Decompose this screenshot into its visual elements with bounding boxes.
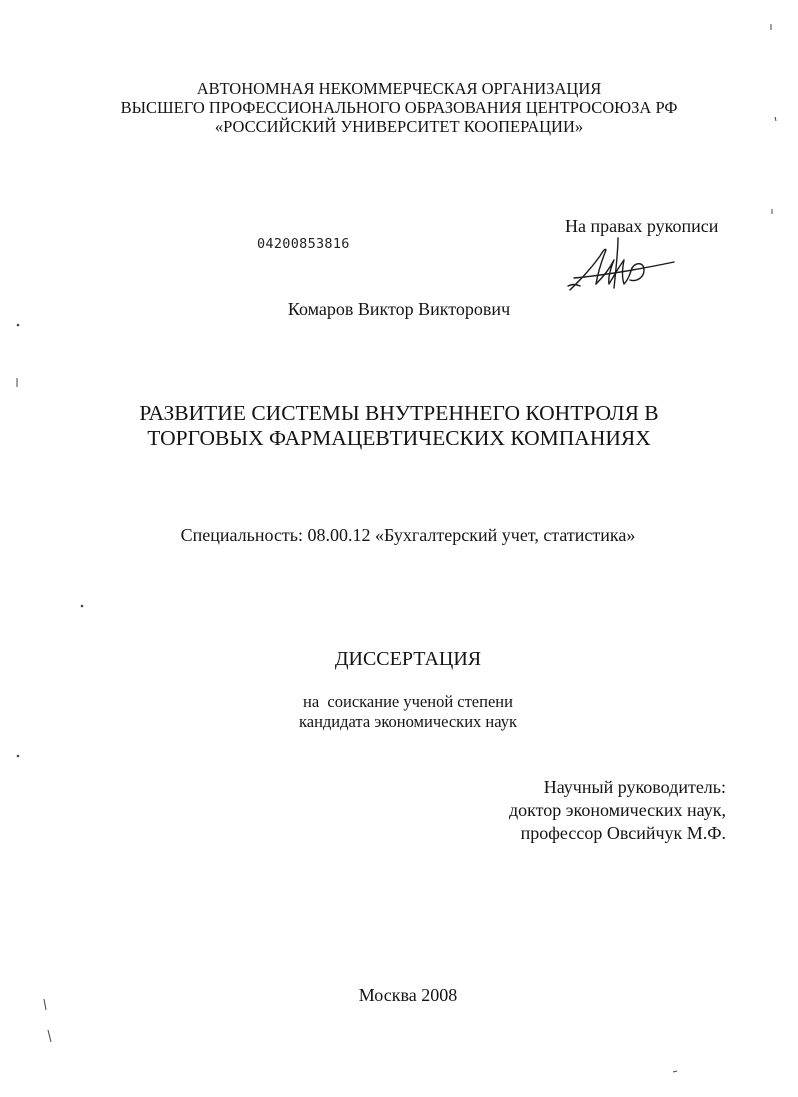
organization-line: АВТОНОМНАЯ НЕКОММЕРЧЕСКАЯ ОРГАНИЗАЦИЯ xyxy=(196,79,602,98)
document-type: ДИССЕРТАЦИЯ xyxy=(334,648,482,670)
supervisor-block xyxy=(509,776,726,845)
title-line: ТОРГОВЫХ ФАРМАЦЕВТИЧЕСКИХ КОМПАНИЯХ xyxy=(147,426,651,450)
author-name: Комаров Виктор Викторович xyxy=(287,299,511,319)
scan-mark xyxy=(48,1030,51,1042)
organization-line: ВЫСШЕГО ПРОФЕССИОНАЛЬНОГО ОБРАЗОВАНИЯ ЦЕНТРОСОЮЗА РФ xyxy=(120,98,678,117)
supervisor-line: профессор Овсийчук М.Ф. xyxy=(520,823,726,843)
supervisor-line: Научный руководитель: xyxy=(543,777,726,797)
specialty: Специальность: 08.00.12 «Бухгалтерский учет, статистика» xyxy=(180,525,636,545)
dissertation-title xyxy=(0,401,798,451)
signature-icon xyxy=(566,236,678,294)
scan-mark xyxy=(673,1071,677,1072)
supervisor-line: доктор экономических наук, xyxy=(509,800,726,820)
scan-mark xyxy=(81,605,83,607)
organization-header xyxy=(0,79,798,136)
title-line: РАЗВИТИЕ СИСТЕМЫ ВНУТРЕННЕГО КОНТРОЛЯ В xyxy=(139,401,659,425)
registration-number: 04200853816 xyxy=(257,236,350,252)
degree-line: на соискание ученой степени xyxy=(303,692,513,711)
organization-line: «РОССИЙСКИЙ УНИВЕРСИТЕТ КООПЕРАЦИИ» xyxy=(214,117,584,136)
scan-mark xyxy=(17,755,19,757)
manuscript-note: На правах рукописи xyxy=(565,216,719,236)
scan-mark xyxy=(17,324,19,326)
city-year: Москва 2008 xyxy=(358,985,458,1005)
degree-statement xyxy=(0,692,798,732)
degree-line: кандидата экономических наук xyxy=(298,712,517,731)
